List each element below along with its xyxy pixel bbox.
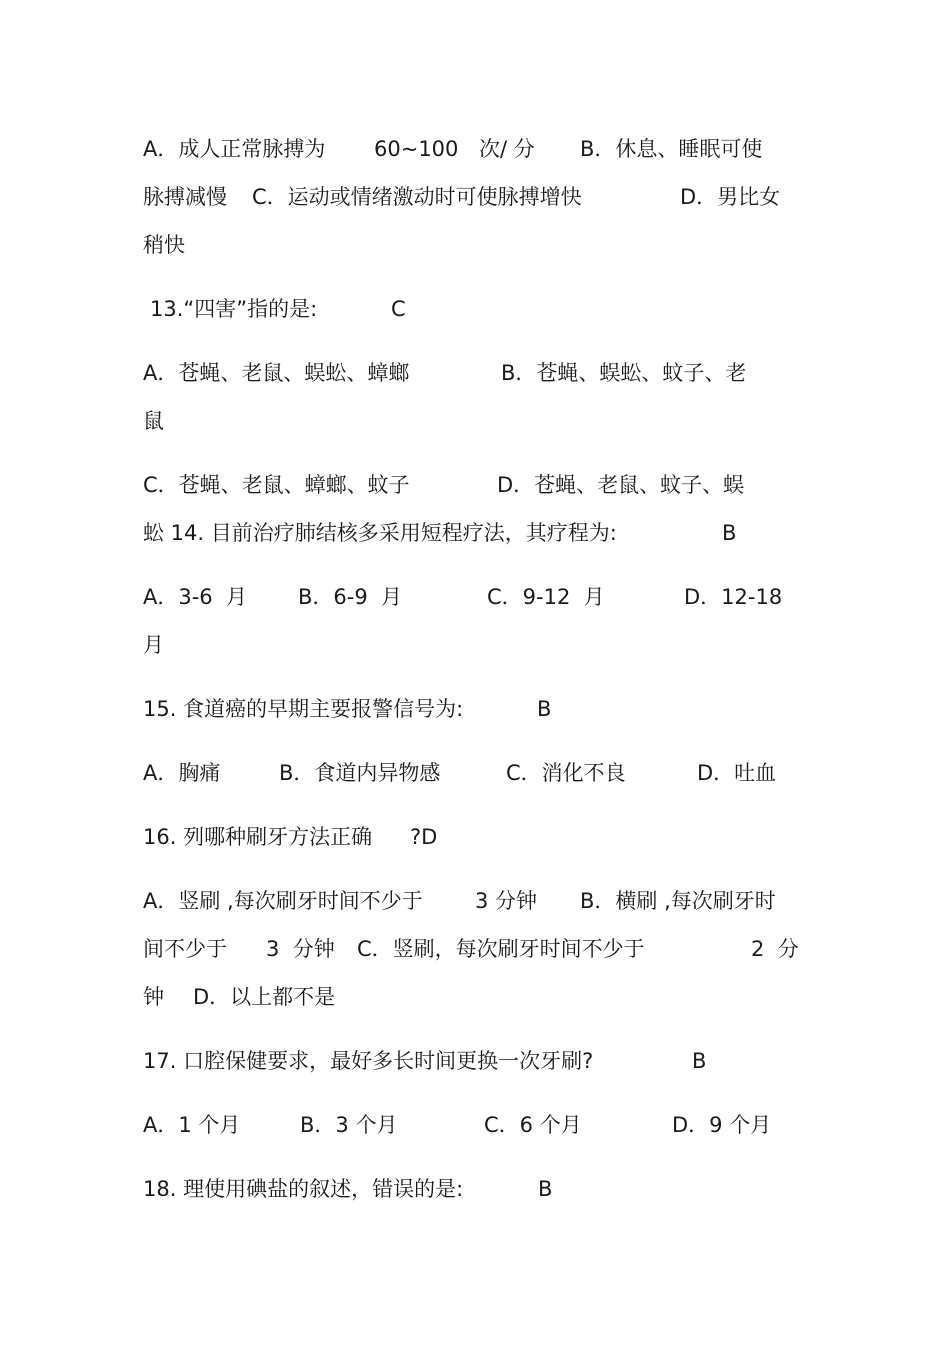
text-segment: B	[692, 1049, 707, 1073]
text-segment: 次/ 分	[479, 137, 535, 161]
text-segment: 稍快	[143, 233, 185, 257]
text-segment: 间不少于	[143, 937, 227, 961]
text-segment: 脉搏减慢	[143, 185, 227, 209]
text-segment: B．3 个月	[300, 1113, 398, 1137]
text-segment: 3 分钟	[266, 937, 335, 961]
text-segment: B	[722, 521, 737, 545]
text-segment: B．休息、睡眠可使	[580, 137, 763, 161]
text-segment: 蚣 14. 目前治疗肺结核多采用短程疗法，其疗程为:	[143, 521, 617, 545]
text-segment: 60~100	[374, 137, 459, 161]
text-segment: 16. 列哪种刷牙方法正确	[143, 825, 373, 849]
text-segment: B．横刷 ,每次刷牙时	[580, 889, 776, 913]
text-segment: A．1 个月	[143, 1113, 241, 1137]
text-segment: B	[538, 1177, 553, 1201]
text-segment: A．苍蝇、老鼠、蜈蚣、蟑螂	[143, 361, 410, 385]
text-segment: 月	[143, 633, 164, 657]
text-segment: C．9-12 月	[487, 585, 605, 609]
text-segment: 17. 口腔保健要求，最好多长时间更换一次牙刷?	[143, 1049, 594, 1073]
text-segment: 2 分	[751, 937, 799, 961]
text-segment: 13.“四害”指的是:	[150, 297, 318, 321]
text-segment: C．苍蝇、老鼠、蟑螂、蚊子	[143, 473, 410, 497]
text-segment: C．竖刷，每次刷牙时间不少于	[357, 937, 645, 961]
text-segment: 18. 理使用碘盐的叙述，错误的是:	[143, 1177, 464, 1201]
text-segment: C．消化不良	[506, 761, 626, 785]
text-segment: D．男比女	[680, 185, 781, 209]
text-segment: A．胸痛	[143, 761, 221, 785]
text-segment: B．食道内异物感	[279, 761, 441, 785]
text-segment: D．苍蝇、老鼠、蚊子、蜈	[497, 473, 745, 497]
text-segment: 15. 食道癌的早期主要报警信号为:	[143, 697, 464, 721]
text-segment: D．以上都不是	[193, 985, 336, 1009]
text-segment: C	[391, 297, 406, 321]
text-segment: B	[537, 697, 552, 721]
text-segment: B．6-9 月	[298, 585, 403, 609]
text-segment: A．竖刷 ,每次刷牙时间不少于	[143, 889, 423, 913]
text-segment: D．吐血	[697, 761, 777, 785]
text-segment: D．12-18	[684, 585, 783, 609]
text-segment: ?D	[410, 825, 438, 849]
text-segment: A．成人正常脉搏为	[143, 137, 326, 161]
text-segment: C．运动或情绪激动时可使脉搏增快	[252, 185, 582, 209]
text-segment: D．9 个月	[672, 1113, 772, 1137]
text-segment: C．6 个月	[484, 1113, 582, 1137]
text-segment: 钟	[143, 985, 164, 1009]
text-segment: A．3-6 月	[143, 585, 248, 609]
text-segment: 鼠	[143, 409, 164, 433]
text-segment: 3 分钟	[475, 889, 538, 913]
text-segment: B．苍蝇、蜈蚣、蚊子、老	[501, 361, 747, 385]
